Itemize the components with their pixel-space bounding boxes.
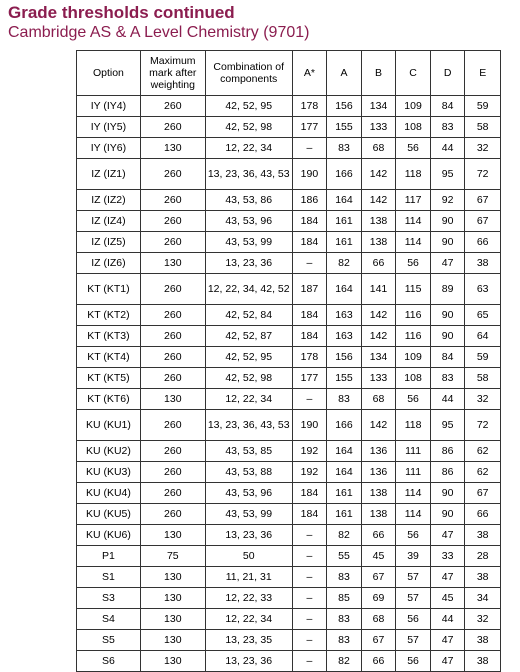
table-cell-a-star: 184 [292, 305, 327, 326]
table-cell-a: 155 [327, 117, 362, 138]
table-cell-max-mark: 130 [140, 630, 205, 651]
table-cell-b: 66 [361, 253, 396, 274]
table-cell-option: KU (KU1) [77, 410, 141, 441]
table-cell-a-star: – [292, 630, 327, 651]
table-cell-components: 13, 23, 36, 43, 53 [205, 159, 292, 190]
table-cell-max-mark: 260 [140, 232, 205, 253]
table-cell-e: 38 [465, 525, 501, 546]
table-cell-c: 108 [396, 117, 431, 138]
table-cell-e: 58 [465, 117, 501, 138]
table-row [77, 232, 501, 253]
column-header-max-mark: Maximum mark after weighting [140, 51, 205, 96]
table-cell-max-mark: 260 [140, 504, 205, 525]
table-row [77, 588, 501, 609]
table-cell-d: 47 [430, 253, 465, 274]
table-cell-e: 34 [465, 588, 501, 609]
table-cell-a: 166 [327, 410, 362, 441]
table-cell-components: 42, 52, 84 [205, 305, 292, 326]
table-cell-d: 90 [430, 211, 465, 232]
table-cell-components: 12, 22, 34 [205, 138, 292, 159]
table-row [77, 567, 501, 588]
table-cell-b: 138 [361, 483, 396, 504]
table-row [77, 117, 501, 138]
table-cell-e: 67 [465, 190, 501, 211]
table-cell-a: 163 [327, 305, 362, 326]
table-cell-d: 47 [430, 630, 465, 651]
table-cell-b: 142 [361, 410, 396, 441]
table-cell-c: 117 [396, 190, 431, 211]
table-cell-d: 90 [430, 305, 465, 326]
table-cell-d: 45 [430, 588, 465, 609]
table-cell-b: 136 [361, 462, 396, 483]
table-cell-option: IY (IY6) [77, 138, 141, 159]
table-cell-a: 156 [327, 96, 362, 117]
table-body [77, 96, 501, 672]
table-cell-a: 161 [327, 504, 362, 525]
table-cell-max-mark: 130 [140, 588, 205, 609]
table-cell-d: 90 [430, 326, 465, 347]
table-row [77, 462, 501, 483]
table-cell-option: KU (KU5) [77, 504, 141, 525]
table-cell-d: 44 [430, 138, 465, 159]
table-cell-b: 134 [361, 347, 396, 368]
table-cell-components: 13, 23, 35 [205, 630, 292, 651]
table-cell-b: 68 [361, 389, 396, 410]
table-cell-components: 13, 23, 36 [205, 525, 292, 546]
table-cell-e: 38 [465, 253, 501, 274]
table-cell-a: 155 [327, 368, 362, 389]
table-header-row [77, 51, 501, 96]
table-row [77, 609, 501, 630]
table-cell-e: 67 [465, 483, 501, 504]
table-cell-b: 66 [361, 525, 396, 546]
table-cell-a-star: 190 [292, 159, 327, 190]
table-cell-a: 164 [327, 190, 362, 211]
table-cell-a: 55 [327, 546, 362, 567]
table-cell-components: 42, 52, 87 [205, 326, 292, 347]
table-cell-a: 82 [327, 651, 362, 672]
table-cell-c: 56 [396, 253, 431, 274]
table-cell-b: 133 [361, 368, 396, 389]
table-cell-components: 43, 53, 96 [205, 483, 292, 504]
table-row [77, 504, 501, 525]
table-cell-c: 114 [396, 232, 431, 253]
table-cell-a: 83 [327, 567, 362, 588]
table-cell-b: 138 [361, 211, 396, 232]
table-cell-option: KT (KT4) [77, 347, 141, 368]
table-cell-components: 12, 22, 34 [205, 609, 292, 630]
table-cell-option: IY (IY4) [77, 96, 141, 117]
column-header-d: D [430, 51, 465, 96]
table-row [77, 651, 501, 672]
table-cell-d: 90 [430, 232, 465, 253]
table-cell-d: 84 [430, 347, 465, 368]
table-cell-max-mark: 130 [140, 525, 205, 546]
table-cell-d: 47 [430, 567, 465, 588]
table-cell-option: IZ (IZ2) [77, 190, 141, 211]
table-cell-b: 142 [361, 305, 396, 326]
table-cell-a: 82 [327, 525, 362, 546]
table-cell-a: 82 [327, 253, 362, 274]
table-cell-c: 39 [396, 546, 431, 567]
table-cell-c: 114 [396, 483, 431, 504]
page-subtitle: Cambridge AS & A Level Chemistry (9701) [8, 24, 310, 41]
table-cell-b: 68 [361, 609, 396, 630]
table-cell-b: 142 [361, 190, 396, 211]
table-cell-a-star: 187 [292, 274, 327, 305]
table-cell-c: 57 [396, 588, 431, 609]
table-cell-d: 86 [430, 462, 465, 483]
column-header-b: B [361, 51, 396, 96]
table-cell-c: 56 [396, 609, 431, 630]
table-cell-c: 116 [396, 326, 431, 347]
table-cell-max-mark: 130 [140, 651, 205, 672]
table-cell-max-mark: 130 [140, 609, 205, 630]
table-row [77, 347, 501, 368]
table-cell-option: KT (KT5) [77, 368, 141, 389]
table-cell-d: 33 [430, 546, 465, 567]
table-cell-d: 47 [430, 525, 465, 546]
table-cell-components: 13, 23, 36 [205, 253, 292, 274]
table-cell-a: 83 [327, 138, 362, 159]
table-cell-max-mark: 260 [140, 347, 205, 368]
table-cell-a: 83 [327, 389, 362, 410]
table-cell-c: 111 [396, 462, 431, 483]
table-cell-a-star: 178 [292, 96, 327, 117]
table-cell-option: S6 [77, 651, 141, 672]
table-cell-a-star: 192 [292, 441, 327, 462]
table-cell-components: 11, 21, 31 [205, 567, 292, 588]
table-cell-a-star: – [292, 567, 327, 588]
table-cell-a-star: – [292, 138, 327, 159]
table-cell-d: 89 [430, 274, 465, 305]
table-cell-max-mark: 130 [140, 389, 205, 410]
table-cell-option: KU (KU6) [77, 525, 141, 546]
table-cell-e: 65 [465, 305, 501, 326]
table-cell-e: 64 [465, 326, 501, 347]
table-row [77, 630, 501, 651]
table-cell-components: 12, 22, 33 [205, 588, 292, 609]
table-cell-components: 43, 53, 99 [205, 504, 292, 525]
table-cell-a: 85 [327, 588, 362, 609]
table-cell-e: 38 [465, 630, 501, 651]
table-cell-c: 118 [396, 410, 431, 441]
table-row [77, 211, 501, 232]
table-cell-max-mark: 260 [140, 190, 205, 211]
table-cell-max-mark: 75 [140, 546, 205, 567]
table-cell-max-mark: 260 [140, 274, 205, 305]
table-cell-option: IZ (IZ4) [77, 211, 141, 232]
table-cell-components: 12, 22, 34, 42, 52 [205, 274, 292, 305]
table-cell-c: 109 [396, 347, 431, 368]
table-cell-d: 44 [430, 609, 465, 630]
table-cell-e: 38 [465, 567, 501, 588]
column-header-a-star: A* [292, 51, 327, 96]
table-cell-a: 156 [327, 347, 362, 368]
table-cell-d: 83 [430, 368, 465, 389]
table-cell-c: 114 [396, 211, 431, 232]
table-cell-c: 57 [396, 567, 431, 588]
table-cell-max-mark: 130 [140, 567, 205, 588]
table-cell-d: 95 [430, 410, 465, 441]
table-cell-max-mark: 130 [140, 138, 205, 159]
table-cell-a-star: – [292, 389, 327, 410]
table-row [77, 389, 501, 410]
table-cell-a: 163 [327, 326, 362, 347]
table-cell-max-mark: 260 [140, 462, 205, 483]
table-cell-c: 56 [396, 651, 431, 672]
table-cell-a-star: 184 [292, 211, 327, 232]
table-cell-d: 86 [430, 441, 465, 462]
table-cell-c: 118 [396, 159, 431, 190]
table-cell-e: 72 [465, 159, 501, 190]
table-cell-e: 62 [465, 441, 501, 462]
table-cell-b: 134 [361, 96, 396, 117]
table-cell-a-star: 177 [292, 368, 327, 389]
table-cell-e: 32 [465, 138, 501, 159]
table-cell-e: 66 [465, 504, 501, 525]
table-row [77, 483, 501, 504]
table-cell-max-mark: 260 [140, 159, 205, 190]
table-cell-a-star: – [292, 651, 327, 672]
table-cell-max-mark: 260 [140, 483, 205, 504]
table-cell-option: IY (IY5) [77, 117, 141, 138]
table-row [77, 253, 501, 274]
table-cell-option: S4 [77, 609, 141, 630]
grade-thresholds-table [76, 50, 501, 672]
table-row [77, 274, 501, 305]
table-cell-components: 50 [205, 546, 292, 567]
table-cell-e: 59 [465, 96, 501, 117]
table-cell-b: 138 [361, 232, 396, 253]
table-cell-a: 164 [327, 462, 362, 483]
table-cell-option: KT (KT2) [77, 305, 141, 326]
table-cell-option: KU (KU4) [77, 483, 141, 504]
table-cell-b: 142 [361, 326, 396, 347]
table-cell-c: 56 [396, 138, 431, 159]
table-row [77, 138, 501, 159]
table-row [77, 326, 501, 347]
table-row [77, 96, 501, 117]
table-cell-max-mark: 260 [140, 368, 205, 389]
table-cell-b: 133 [361, 117, 396, 138]
table-cell-c: 116 [396, 305, 431, 326]
table-cell-d: 90 [430, 504, 465, 525]
table-row [77, 159, 501, 190]
column-header-c: C [396, 51, 431, 96]
table-cell-d: 83 [430, 117, 465, 138]
table-row [77, 190, 501, 211]
table-cell-b: 136 [361, 441, 396, 462]
table-cell-a-star: 178 [292, 347, 327, 368]
table-cell-max-mark: 260 [140, 305, 205, 326]
table-cell-b: 68 [361, 138, 396, 159]
table-cell-a-star: 177 [292, 117, 327, 138]
table-cell-c: 56 [396, 525, 431, 546]
table-cell-c: 109 [396, 96, 431, 117]
table-cell-e: 66 [465, 232, 501, 253]
table-cell-a-star: 186 [292, 190, 327, 211]
table-cell-e: 32 [465, 389, 501, 410]
table-cell-a-star: – [292, 588, 327, 609]
table-cell-option: IZ (IZ1) [77, 159, 141, 190]
table-cell-max-mark: 260 [140, 410, 205, 441]
table-row [77, 525, 501, 546]
table-cell-a-star: – [292, 525, 327, 546]
page-title: Grade thresholds continued [8, 3, 235, 22]
table-cell-e: 62 [465, 462, 501, 483]
column-header-e: E [465, 51, 501, 96]
column-header-option: Option [77, 51, 141, 96]
table-cell-a-star: – [292, 609, 327, 630]
table-cell-c: 108 [396, 368, 431, 389]
table-cell-a-star: – [292, 253, 327, 274]
table-cell-c: 56 [396, 389, 431, 410]
table-cell-option: S5 [77, 630, 141, 651]
table-cell-option: KU (KU3) [77, 462, 141, 483]
table-cell-option: S1 [77, 567, 141, 588]
table-cell-max-mark: 260 [140, 211, 205, 232]
table-cell-option: S3 [77, 588, 141, 609]
table-cell-d: 84 [430, 96, 465, 117]
table-cell-option: IZ (IZ6) [77, 253, 141, 274]
table-cell-b: 142 [361, 159, 396, 190]
table-cell-components: 13, 23, 36, 43, 53 [205, 410, 292, 441]
table-cell-e: 28 [465, 546, 501, 567]
table-cell-a: 83 [327, 609, 362, 630]
table-cell-a: 83 [327, 630, 362, 651]
table-cell-b: 69 [361, 588, 396, 609]
table-cell-c: 111 [396, 441, 431, 462]
table-cell-option: P1 [77, 546, 141, 567]
column-header-components: Combination of components [205, 51, 292, 96]
table-row [77, 546, 501, 567]
table-cell-d: 95 [430, 159, 465, 190]
table-cell-components: 43, 53, 96 [205, 211, 292, 232]
table-cell-b: 138 [361, 504, 396, 525]
table-cell-e: 72 [465, 410, 501, 441]
table-cell-components: 43, 53, 88 [205, 462, 292, 483]
table-cell-components: 12, 22, 34 [205, 389, 292, 410]
table-cell-a-star: 192 [292, 462, 327, 483]
table-cell-d: 44 [430, 389, 465, 410]
table-cell-components: 43, 53, 99 [205, 232, 292, 253]
table-cell-components: 43, 53, 85 [205, 441, 292, 462]
table-cell-components: 43, 53, 86 [205, 190, 292, 211]
table-cell-a-star: – [292, 546, 327, 567]
table-cell-a-star: 184 [292, 483, 327, 504]
table-cell-b: 67 [361, 630, 396, 651]
table-cell-e: 38 [465, 651, 501, 672]
column-header-a: A [327, 51, 362, 96]
table-cell-a-star: 184 [292, 504, 327, 525]
table-cell-a: 166 [327, 159, 362, 190]
table-cell-d: 47 [430, 651, 465, 672]
table-cell-components: 42, 52, 95 [205, 96, 292, 117]
table-cell-max-mark: 260 [140, 441, 205, 462]
table-cell-d: 92 [430, 190, 465, 211]
table-cell-b: 66 [361, 651, 396, 672]
table-cell-e: 67 [465, 211, 501, 232]
table-row [77, 305, 501, 326]
table-cell-a-star: 190 [292, 410, 327, 441]
table-cell-max-mark: 260 [140, 96, 205, 117]
table-row [77, 368, 501, 389]
table-cell-option: IZ (IZ5) [77, 232, 141, 253]
table-cell-e: 63 [465, 274, 501, 305]
table-cell-d: 90 [430, 483, 465, 504]
table-cell-b: 141 [361, 274, 396, 305]
table-cell-a-star: 184 [292, 232, 327, 253]
table-cell-option: KU (KU2) [77, 441, 141, 462]
table-cell-max-mark: 130 [140, 253, 205, 274]
table-cell-components: 42, 52, 98 [205, 117, 292, 138]
table-cell-b: 67 [361, 567, 396, 588]
table-cell-a: 161 [327, 483, 362, 504]
table-cell-option: KT (KT6) [77, 389, 141, 410]
table-row [77, 410, 501, 441]
table-cell-option: KT (KT3) [77, 326, 141, 347]
table-cell-components: 13, 23, 36 [205, 651, 292, 672]
table-cell-max-mark: 260 [140, 117, 205, 138]
table-cell-option: KT (KT1) [77, 274, 141, 305]
table-cell-c: 114 [396, 504, 431, 525]
table-cell-a-star: 184 [292, 326, 327, 347]
table-cell-e: 32 [465, 609, 501, 630]
table-cell-c: 115 [396, 274, 431, 305]
table-cell-b: 45 [361, 546, 396, 567]
table-cell-a: 161 [327, 211, 362, 232]
table-row [77, 441, 501, 462]
table-cell-a: 161 [327, 232, 362, 253]
table-cell-a: 164 [327, 441, 362, 462]
table-cell-max-mark: 260 [140, 326, 205, 347]
table-cell-components: 42, 52, 95 [205, 347, 292, 368]
table-cell-e: 58 [465, 368, 501, 389]
table-cell-a: 164 [327, 274, 362, 305]
table-cell-c: 57 [396, 630, 431, 651]
table-cell-e: 59 [465, 347, 501, 368]
table-cell-components: 42, 52, 98 [205, 368, 292, 389]
